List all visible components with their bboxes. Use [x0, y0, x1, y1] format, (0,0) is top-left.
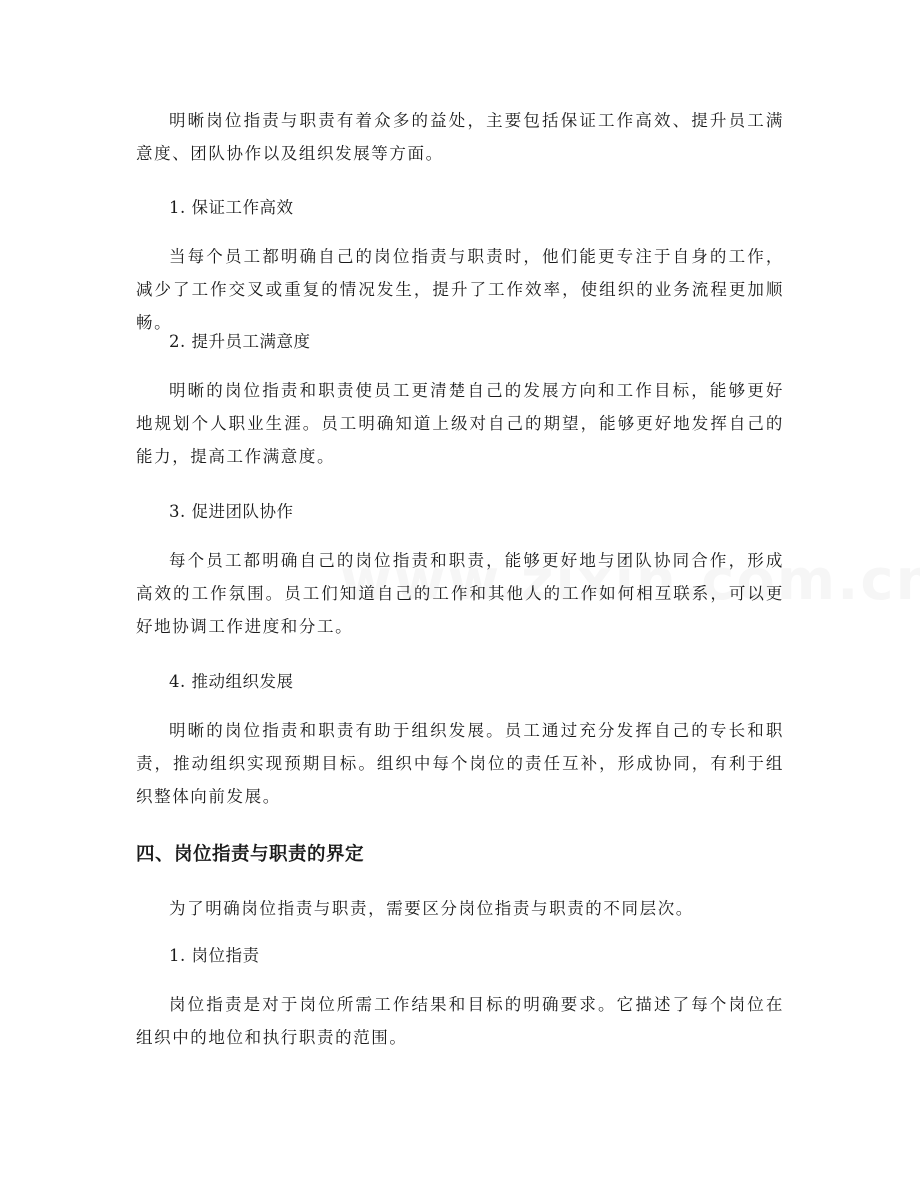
item-paragraph-3: 每个员工都明确自己的岗位指责和职责，能够更好地与团队协同合作，形成高效的工作氛围。员工们知道自己的工作和其他人的工作如何相互联系，可以更好地协调工作进度和分工。 — [136, 551, 784, 636]
section-item-paragraph-1: 岗位指责是对于岗位所需工作结果和目标的明确要求。它描述了每个岗位在组织中的地位和执行职责的范围。 — [136, 995, 784, 1047]
item-paragraph-1: 当每个员工都明确自己的岗位指责与职责时，他们能更专注于自身的工作，减少了工作交叉或重复的情况发生，提升了工作效率，使组织的业务流程更加顺畅。 — [136, 247, 784, 332]
section-heading: 四、岗位指责与职责的界定 — [136, 844, 365, 865]
intro-paragraph: 明晰岗位指责与职责有着众多的益处，主要包括保证工作高效、提升员工满意度、团队协作以及组织发展等方面。 — [136, 111, 784, 163]
item-paragraph-4: 明晰的岗位指责和职责有助于组织发展。员工通过充分发挥自己的专长和职责，推动组织实现预期目标。组织中每个岗位的责任互补，形成协同，有利于组织整体向前发展。 — [136, 721, 784, 806]
item-paragraph-2: 明晰的岗位指责和职责使员工更清楚自己的发展方向和工作目标，能够更好地规划个人职业生涯。员工明确知道上级对自己的期望，能够更好地发挥自己的能力，提高工作满意度。 — [136, 381, 784, 466]
section-item-heading-1: 1. 岗位指责 — [169, 946, 260, 965]
item-heading-1: 1. 保证工作高效 — [169, 198, 294, 217]
item-heading-2: 2. 提升员工满意度 — [169, 332, 311, 351]
item-heading-3: 3. 促进团队协作 — [169, 502, 294, 521]
section-intro-paragraph: 为了明确岗位指责与职责，需要区分岗位指责与职责的不同层次。 — [169, 899, 694, 918]
item-heading-4: 4. 推动组织发展 — [169, 672, 294, 691]
